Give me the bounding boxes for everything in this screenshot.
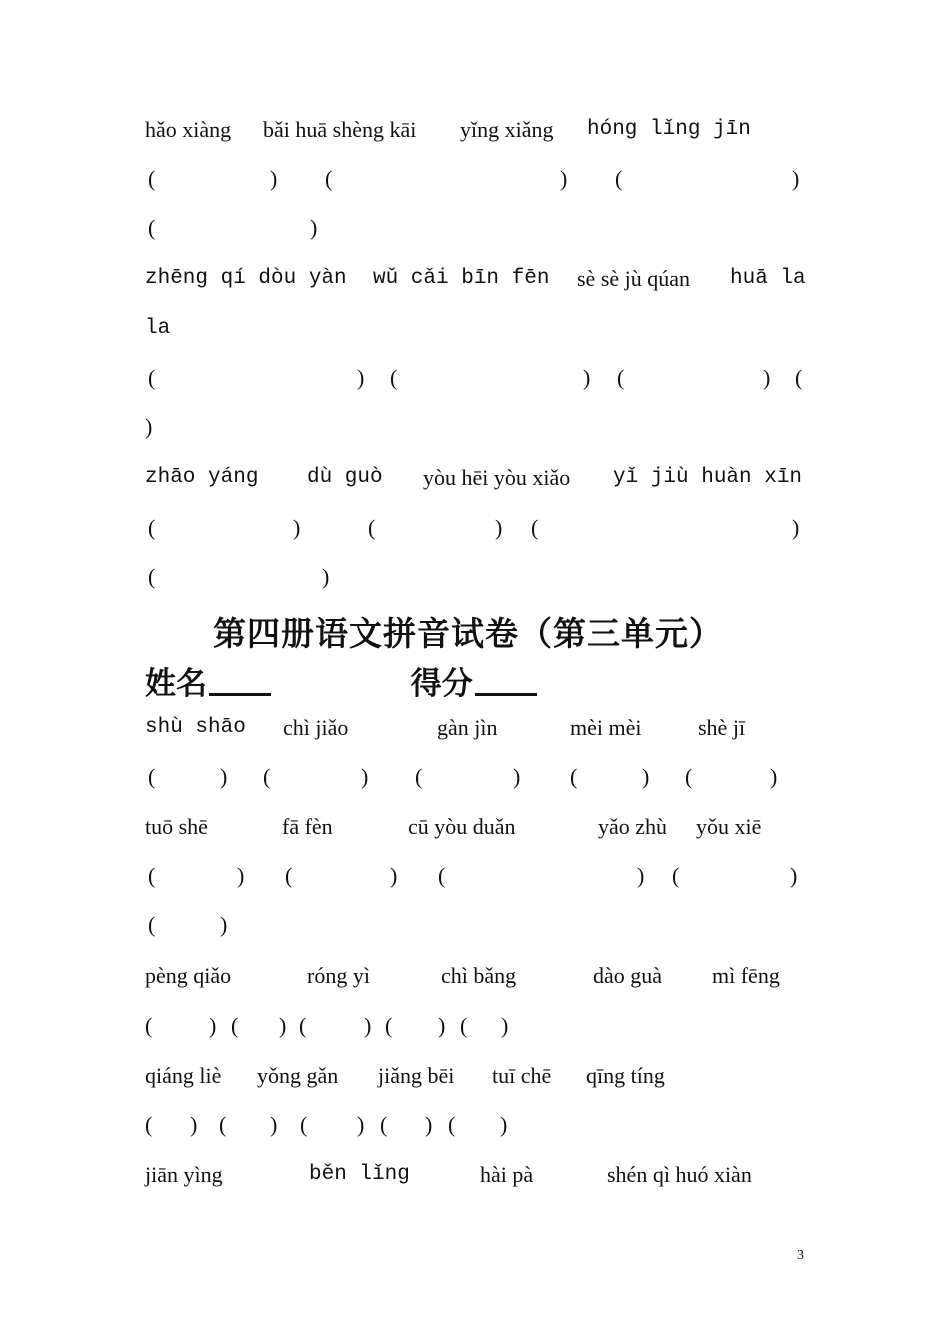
- pinyin-word: shè jī: [698, 715, 746, 740]
- pinyin-word: shén qì huó xiàn: [607, 1162, 752, 1187]
- paren-close: ): [637, 863, 645, 888]
- paren-close: ): [279, 1013, 287, 1038]
- pinyin-word: yǐng xiǎng: [460, 117, 554, 142]
- score-blank[interactable]: [475, 663, 537, 696]
- name-blank[interactable]: [209, 663, 271, 696]
- paren-open: (: [148, 166, 156, 191]
- paren-open: (: [219, 1112, 227, 1137]
- paren-close: ): [293, 515, 301, 540]
- paren-close: ): [357, 365, 365, 390]
- paren-open: (: [148, 912, 156, 937]
- paren-open: (: [617, 365, 625, 390]
- pinyin-word: zhāo yáng: [145, 466, 259, 489]
- paren-close: ): [583, 365, 591, 390]
- paren-open: (: [368, 515, 376, 540]
- paren-open: (: [148, 215, 156, 240]
- paren-close: ): [270, 166, 278, 191]
- pinyin-word: tuī chē: [492, 1063, 552, 1088]
- paren-open: (: [285, 863, 293, 888]
- paren-open: (: [415, 764, 423, 789]
- paren-close: ): [361, 764, 369, 789]
- paren-open: (: [300, 1112, 308, 1137]
- paren-open: (: [390, 365, 398, 390]
- pinyin-word: zhēng qí dòu yàn: [145, 267, 347, 290]
- paren-close: ): [501, 1013, 509, 1038]
- paren-close: ): [790, 863, 798, 888]
- pinyin-word: yǒng gǎn: [257, 1063, 339, 1088]
- paren-open: (: [460, 1013, 468, 1038]
- paren-close: ): [190, 1112, 198, 1137]
- paren-open: (: [231, 1013, 239, 1038]
- pinyin-word: la: [145, 317, 171, 340]
- pinyin-word: tuō shē: [145, 814, 208, 839]
- paren-open: (: [148, 764, 156, 789]
- pinyin-word: bǎi huā shèng kāi: [263, 117, 417, 142]
- pinyin-word: yǎo zhù: [598, 814, 668, 839]
- paren-open: (: [148, 564, 156, 589]
- paren-open: (: [148, 365, 156, 390]
- paren-open: (: [385, 1013, 393, 1038]
- paren-close: ): [310, 215, 318, 240]
- pinyin-word: chì bǎng: [441, 963, 517, 988]
- paren-close: ): [390, 863, 398, 888]
- paren-close: ): [220, 912, 228, 937]
- paren-open: (: [795, 365, 803, 390]
- pinyin-word: shù shāo: [145, 716, 246, 739]
- paren-open: (: [672, 863, 680, 888]
- paren-close: ): [270, 1112, 278, 1137]
- pinyin-word: mì fēng: [712, 963, 780, 988]
- paren-open: (: [263, 764, 271, 789]
- pinyin-word: hóng lǐng jīn: [587, 118, 751, 141]
- paren-close: ): [792, 166, 800, 191]
- paren-close: ): [560, 166, 568, 191]
- pinyin-word: huā la: [730, 267, 806, 290]
- pinyin-word: yòu hēi yòu xiǎo: [423, 465, 571, 490]
- paren-close: ): [145, 414, 153, 439]
- paren-open: (: [148, 863, 156, 888]
- paren-open: (: [299, 1013, 307, 1038]
- pinyin-word: qiáng liè: [145, 1063, 222, 1088]
- pinyin-word: wǔ cǎi bīn fēn: [373, 267, 550, 290]
- paren-close: ): [500, 1112, 508, 1137]
- paren-open: (: [380, 1112, 388, 1137]
- pinyin-word: dù guò: [307, 466, 383, 489]
- page-number: 3: [797, 1248, 804, 1263]
- pinyin-word: dào guà: [593, 963, 663, 988]
- paren-close: ): [220, 764, 228, 789]
- paren-close: ): [513, 764, 521, 789]
- score-label: 得分: [410, 666, 473, 702]
- paren-open: (: [145, 1013, 153, 1038]
- pinyin-word: běn lǐng: [309, 1163, 410, 1186]
- pinyin-word: jiān yìng: [145, 1162, 223, 1187]
- paren-open: (: [615, 166, 623, 191]
- paren-open: (: [325, 166, 333, 191]
- paren-open: (: [570, 764, 578, 789]
- paren-open: (: [448, 1112, 456, 1137]
- name-label: 姓名: [145, 666, 207, 702]
- paren-open: (: [685, 764, 693, 789]
- paren-open: (: [438, 863, 446, 888]
- page-title: 第四册语文拼音试卷（第三单元）: [213, 614, 723, 653]
- name-score-row: [145, 658, 537, 703]
- paren-open: (: [531, 515, 539, 540]
- pinyin-word: hài pà: [480, 1162, 534, 1187]
- paren-close: ): [322, 564, 330, 589]
- paren-open: (: [145, 1112, 153, 1137]
- paren-close: ): [364, 1013, 372, 1038]
- pinyin-word: mèi mèi: [570, 715, 642, 740]
- paren-close: ): [357, 1112, 365, 1137]
- paren-close: ): [792, 515, 800, 540]
- paren-close: ): [642, 764, 650, 789]
- pinyin-word: yǒu xiē: [696, 814, 762, 839]
- paren-close: ): [438, 1013, 446, 1038]
- pinyin-word: jiǎng bēi: [378, 1063, 455, 1088]
- pinyin-word: róng yì: [307, 963, 370, 988]
- paren-close: ): [495, 515, 503, 540]
- pinyin-word: fā fèn: [282, 814, 333, 839]
- pinyin-word: qīng tíng: [586, 1063, 665, 1088]
- pinyin-word: pèng qiǎo: [145, 963, 232, 988]
- pinyin-word: hǎo xiàng: [145, 117, 232, 142]
- pinyin-word: gàn jìn: [437, 715, 498, 740]
- paren-close: ): [425, 1112, 433, 1137]
- paren-close: ): [770, 764, 778, 789]
- paren-close: ): [209, 1013, 217, 1038]
- pinyin-word: sè sè jù qúan: [577, 266, 691, 291]
- pinyin-word: yǐ jiù huàn xīn: [613, 466, 803, 489]
- paren-close: ): [763, 365, 771, 390]
- pinyin-word: cū yòu duǎn: [408, 814, 516, 839]
- paren-close: ): [237, 863, 245, 888]
- pinyin-word: chì jiǎo: [283, 715, 349, 740]
- paren-open: (: [148, 515, 156, 540]
